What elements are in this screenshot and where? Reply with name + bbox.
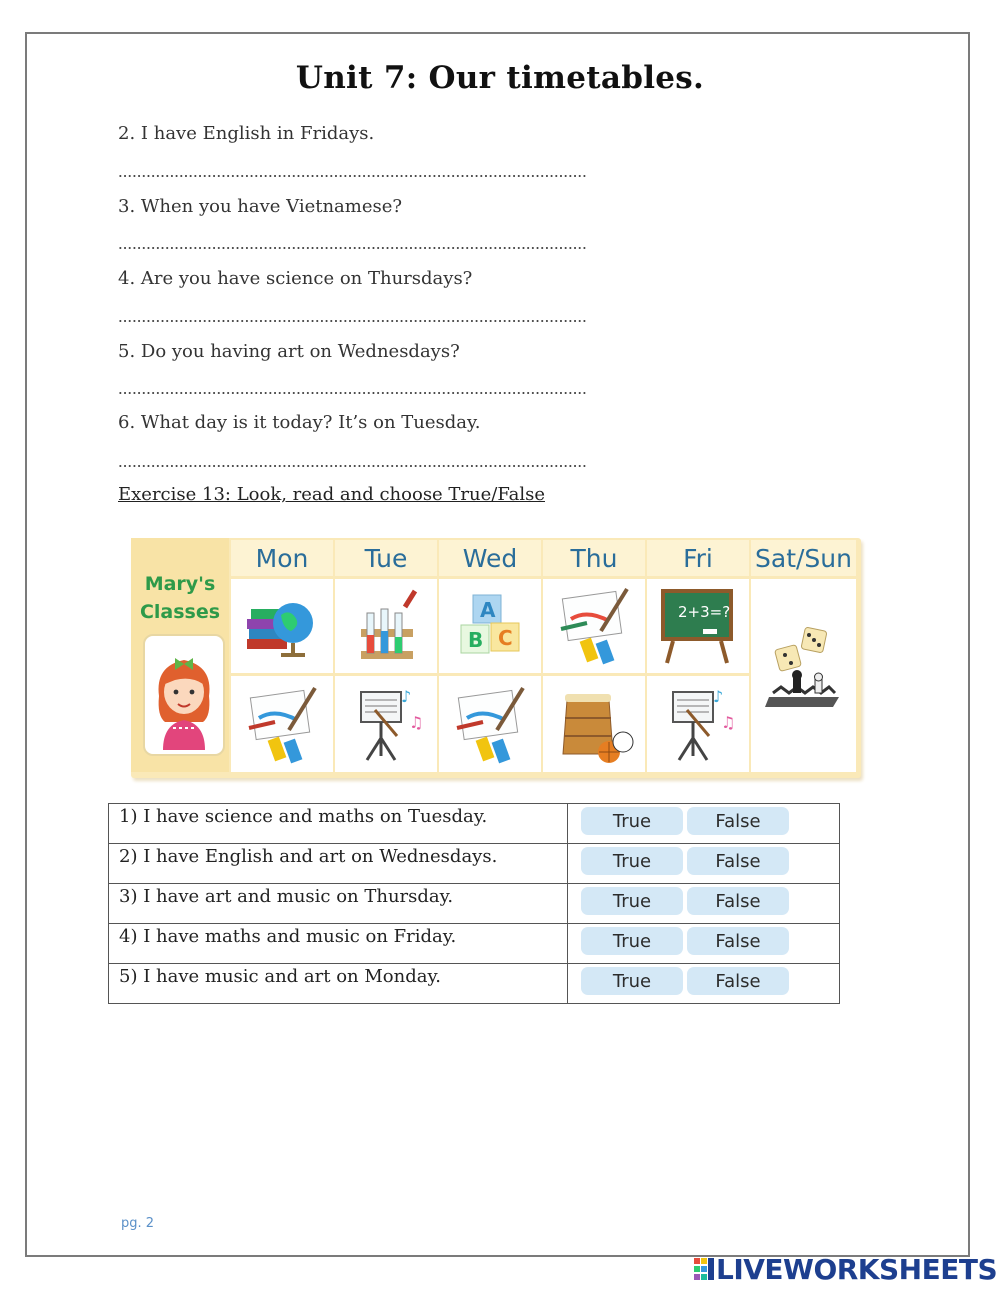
table-row: [109, 844, 840, 884]
svg-text:♪: ♪: [713, 687, 724, 706]
false-option-4[interactable]: False: [687, 927, 789, 955]
answer-line-3[interactable]: [118, 246, 588, 250]
day-fri: Fri: [647, 540, 749, 576]
true-false-table: [108, 803, 840, 1004]
mon-slot-1: [231, 579, 333, 673]
art-icon: [439, 676, 541, 772]
wed-slot-1: [439, 579, 541, 673]
day-thu: Thu: [543, 540, 645, 576]
name-label-line-2: Classes: [139, 601, 221, 623]
false-option-2[interactable]: False: [687, 847, 789, 875]
answer-line-6[interactable]: [118, 464, 588, 468]
statement-1: 1) I have science and maths on Tuesday.: [109, 804, 568, 844]
true-option-4[interactable]: True: [581, 927, 683, 955]
false-option-3[interactable]: False: [687, 887, 789, 915]
globe-books-icon: [231, 579, 333, 673]
statement-4: 4) I have maths and music on Friday.: [109, 924, 568, 964]
options-5: [568, 964, 840, 1004]
abc-blocks-icon: [439, 579, 541, 673]
pe-vault-ball-icon: [543, 676, 645, 772]
mon-slot-2: [231, 676, 333, 772]
art-icon: [543, 579, 645, 673]
question-5: 5. Do you having art on Wednesdays?: [118, 341, 460, 362]
statement-3: 3) I have art and music on Thursday.: [109, 884, 568, 924]
options-1: [568, 804, 840, 844]
true-option-3[interactable]: True: [581, 887, 683, 915]
true-option-5[interactable]: True: [581, 967, 683, 995]
timetable: [131, 538, 861, 778]
svg-text:♪: ♪: [401, 687, 412, 706]
true-option-1[interactable]: True: [581, 807, 683, 835]
liveworksheets-logo-icon: [694, 1258, 714, 1280]
tue-slot-1: [335, 579, 437, 673]
girl-avatar: [143, 634, 225, 756]
art-icon: [231, 676, 333, 772]
statement-5: 5) I have music and art on Monday.: [109, 964, 568, 1004]
thu-slot-1: [543, 579, 645, 673]
girl-icon: [145, 636, 223, 754]
answer-line-2[interactable]: [118, 174, 588, 178]
dice-chess-icon: [751, 579, 856, 772]
table-row: [109, 804, 840, 844]
day-weekend: Sat/Sun: [751, 540, 856, 576]
answer-line-5[interactable]: [118, 391, 588, 395]
weekend-slot: [751, 579, 856, 772]
exercise-heading: Exercise 13: Look, read and choose True/False: [118, 484, 545, 505]
question-6: 6. What day is it today? It’s on Tuesday.: [118, 412, 481, 433]
question-4: 4. Are you have science on Thursdays?: [118, 268, 473, 289]
options-3: [568, 884, 840, 924]
options-4: [568, 924, 840, 964]
question-3: 3. When you have Vietnamese?: [118, 196, 403, 217]
true-option-2[interactable]: True: [581, 847, 683, 875]
svg-text:♫: ♫: [721, 713, 736, 732]
name-label: [131, 570, 229, 626]
question-2: 2. I have English in Fridays.: [118, 123, 375, 144]
block-letter-c: C: [498, 626, 513, 650]
board-text: 2+3=?: [678, 603, 731, 621]
day-mon: Mon: [231, 540, 333, 576]
chalkboard-icon: [647, 579, 749, 673]
statement-2: 2) I have English and art on Wednesdays.: [109, 844, 568, 884]
brand-name: LIVEWORKSHEETS: [716, 1253, 998, 1286]
name-label-line-1: Mary's: [144, 573, 216, 595]
page-title: Unit 7: Our timetables.: [295, 60, 705, 96]
block-letter-a: A: [480, 598, 496, 622]
day-wed: Wed: [439, 540, 541, 576]
music-stand-icon: [647, 676, 749, 772]
block-letter-b: B: [468, 628, 484, 652]
svg-text:♫: ♫: [409, 713, 424, 732]
fri-slot-2: [647, 676, 749, 772]
table-row: [109, 964, 840, 1004]
wed-slot-2: [439, 676, 541, 772]
page-number: pg. 2: [121, 1216, 155, 1231]
music-stand-icon: [335, 676, 437, 772]
table-row: [109, 924, 840, 964]
thu-slot-2: [543, 676, 645, 772]
tue-slot-2: [335, 676, 437, 772]
table-row: [109, 884, 840, 924]
day-tue: Tue: [335, 540, 437, 576]
name-panel: [131, 538, 229, 772]
science-tubes-icon: [335, 579, 437, 673]
false-option-5[interactable]: False: [687, 967, 789, 995]
answer-line-4[interactable]: [118, 319, 588, 323]
fri-slot-1: [647, 579, 749, 673]
false-option-1[interactable]: False: [687, 807, 789, 835]
options-2: [568, 844, 840, 884]
